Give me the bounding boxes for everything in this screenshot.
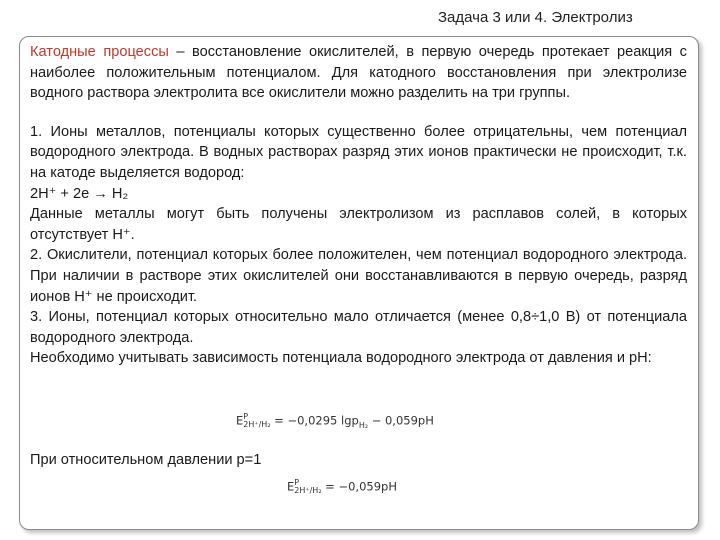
formula-1-sup: P xyxy=(243,412,249,421)
item-3: 3. Ионы, потенциал которых относительно мало отличается (менее 0,8÷1,0 В) от потенциала водородного электрода. xyxy=(30,309,687,346)
last-line: При относительном давлении p=1 xyxy=(30,452,262,468)
slide-title: Задача 3 или 4. Электролиз xyxy=(438,9,633,26)
intro-highlight: Катодные процессы xyxy=(30,44,169,60)
content-body xyxy=(30,42,687,369)
formula-1-tail: − 0,059pH xyxy=(368,413,434,428)
formula-2-lhs: E xyxy=(287,479,295,494)
formula-pressure-ph xyxy=(236,413,434,433)
formula-1-rhs-sub: H₂ xyxy=(358,420,369,430)
formula-ph-only xyxy=(287,479,397,495)
formula-2-sup: P xyxy=(294,478,300,487)
intro-paragraph xyxy=(30,42,687,104)
formula-2-rhs: = −0,059pH xyxy=(321,479,397,494)
formula-1-sub: 2H⁺/H₂ xyxy=(243,420,271,429)
reaction-equation: 2H⁺ + 2e → H₂ xyxy=(30,185,129,202)
item-2: 2. Окислители, потенциал которых более положителен, чем потенциал водородного электрода. При наличии в растворе этих окислителей они восстанавливаются в первую очередь, разряд ионов H⁺ не происходит. xyxy=(30,247,687,305)
intro-text: – восстановление окислителей, в первую очередь протекает реакция с наиболее положительным потенциалом. Для катодного восстановления при электролизе водного раствора электролита все окислители можно разделить на три группы. xyxy=(30,44,687,102)
formula-1-rhs: = −0,0295 lgp xyxy=(270,413,359,428)
item-1: 1. Ионы металлов, потенциалы которых существенно более отрицательны, чем потенциал водородного электрода. В водных растворах разряд этих ионов практически не происходит, т.к. на катоде выделяется водород: xyxy=(30,123,687,181)
item-4: Необходимо учитывать зависимость потенциала водородного электрода от давления и pH: xyxy=(30,350,652,367)
formula-1-lhs: E xyxy=(236,413,244,428)
formula-2-sub: 2H⁺/H₂ xyxy=(294,486,322,495)
item-1-note: Данные металлы могут быть получены электролизом из расплавов солей, в которых отсутствует H⁺. xyxy=(30,206,687,243)
